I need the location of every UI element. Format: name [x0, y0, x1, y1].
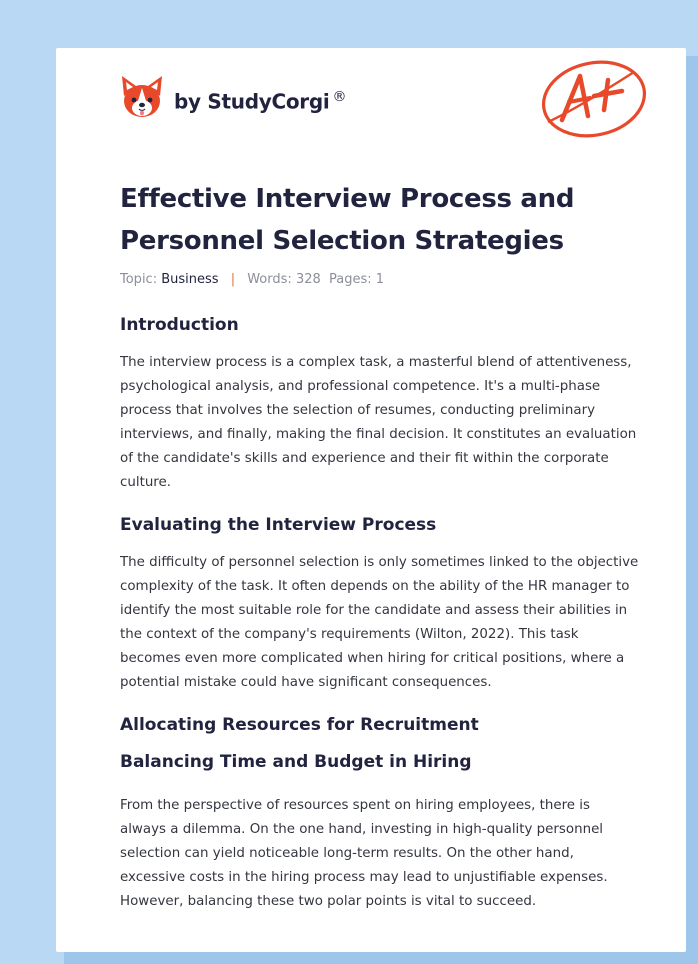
- pages-label: Pages:: [329, 272, 372, 287]
- section-heading-evaluating: Evaluating the Interview Process: [120, 515, 437, 535]
- section-text-introduction: The interview process is a complex task, a masterful blend of attentiveness, psychological analysis, and professional competence. It's a multi-phase process that involves the selection of resumes, conducting preliminary interviews, and finally, making the final decision. It constitutes an evaluation of the candidate's skills and experience and their fit within the corporate culture.: [120, 355, 637, 490]
- meta-separator: |: [230, 272, 236, 287]
- corgi-logo-icon: [120, 74, 164, 120]
- subsection-heading-balancing: Balancing Time and Budget in Hiring: [120, 752, 472, 772]
- document-page: [56, 48, 686, 952]
- a-plus-grade-stamp: [538, 58, 648, 140]
- brand-header[interactable]: [120, 74, 346, 120]
- section-text-evaluating: The difficulty of personnel selection is only sometimes linked to the objective complexity of the task. It often depends on the ability of the HR manager to identify the most suitable role for the candidate and assess their abilities in the context of the company's requirements (Wilton, 2022). This task becomes even more complicated when hiring for critical positions, where a potential mistake could have significant consequences.: [120, 555, 639, 690]
- section-heading-allocating: Allocating Resources for Recruitment: [120, 715, 479, 735]
- section-text-balancing: From the perspective of resources spent on hiring employees, there is always a dilemma. On the one hand, investing in high-quality personnel selection can yield noticeable long-term results. On the other hand, excessive costs in the hiring process may lead to unjustifiable expenses. However, balancing these two polar points is vital to succeed.: [120, 798, 608, 909]
- document-content: [120, 178, 640, 914]
- topic-link[interactable]: Business: [161, 272, 219, 287]
- topic-label: Topic:: [120, 272, 158, 287]
- brand-text: by StudyCorgi: [174, 89, 330, 114]
- document-title: Effective Interview Process and Personnel Selection Strategies: [120, 184, 575, 256]
- words-label: Words:: [247, 272, 292, 287]
- pages-count: 1: [375, 272, 385, 287]
- section-heading-introduction: Introduction: [120, 315, 239, 335]
- words-count: 328: [295, 272, 321, 287]
- brand-name: [174, 89, 346, 114]
- registered-mark: ®: [332, 88, 347, 105]
- document-meta: [120, 272, 640, 287]
